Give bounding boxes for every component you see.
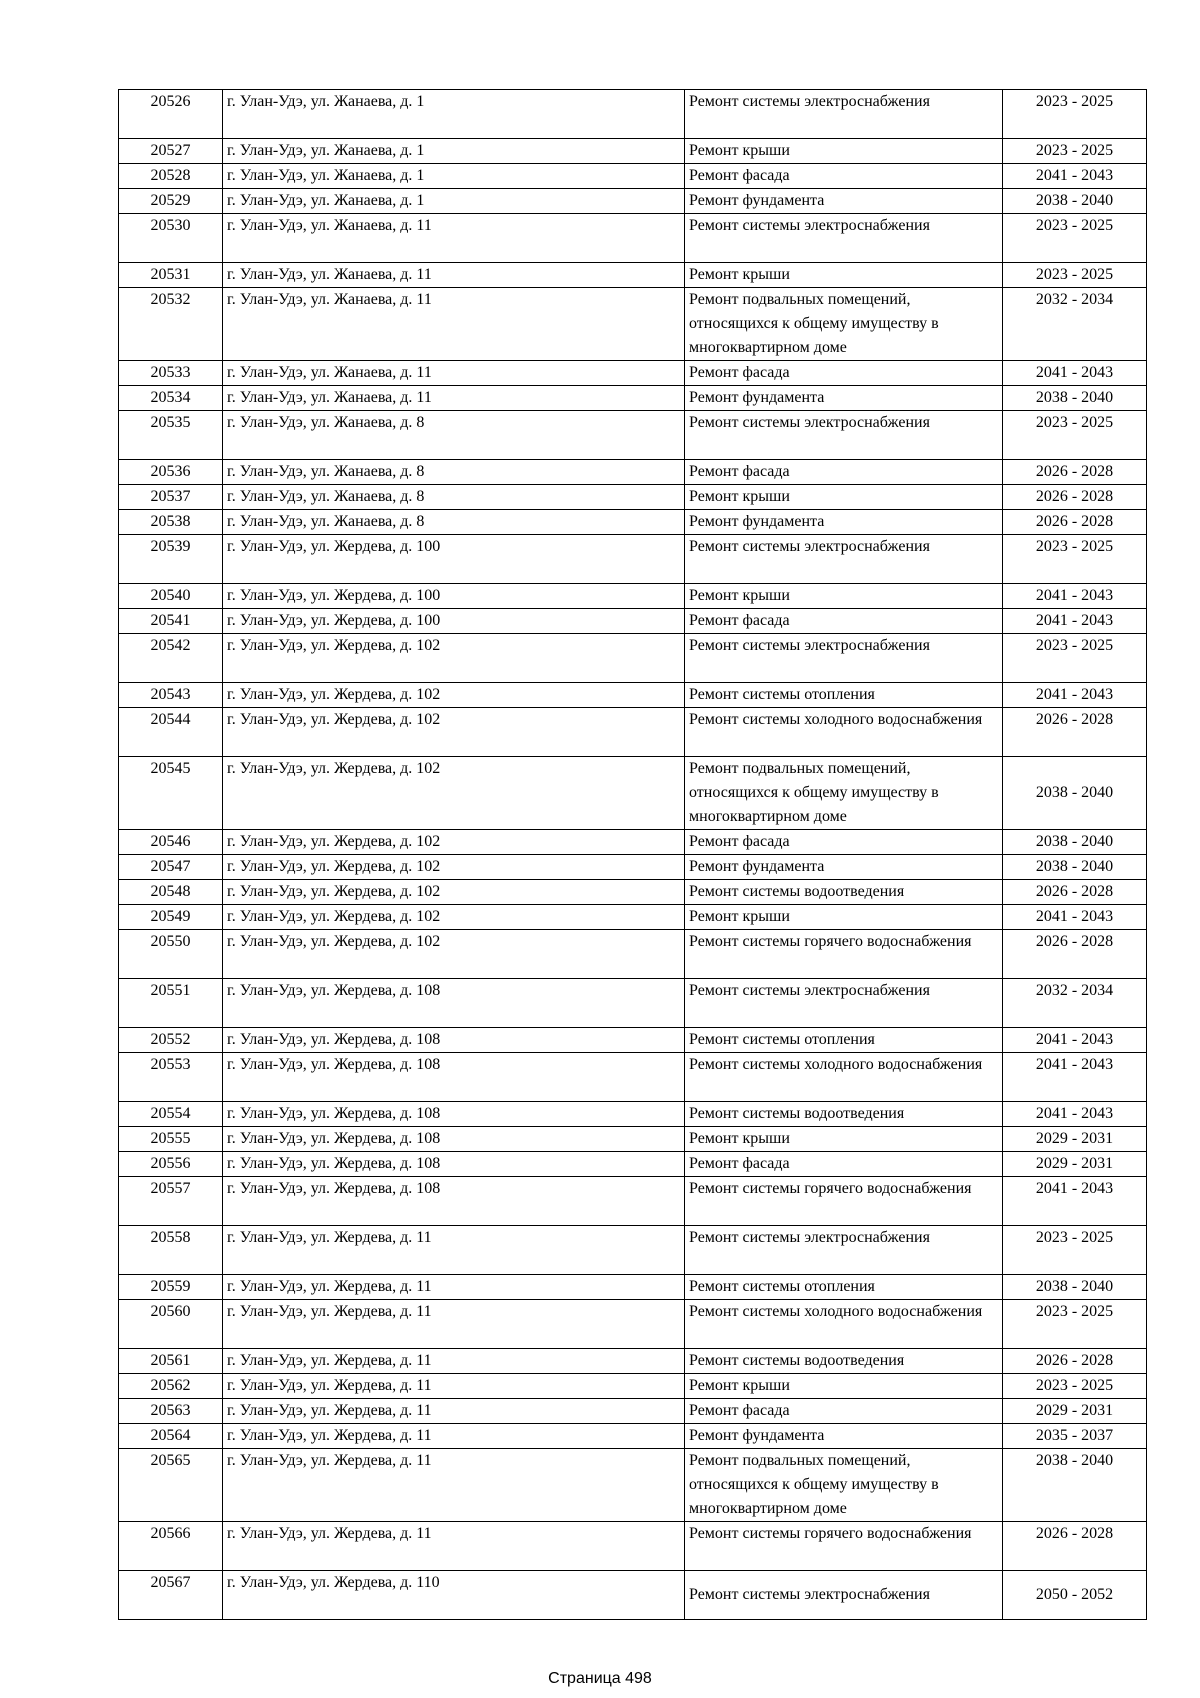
period-cell: 2023 - 2025 bbox=[1003, 1300, 1147, 1349]
address-cell: г. Улан-Удэ, ул. Жанаева, д. 11 bbox=[223, 288, 685, 361]
work-type-cell: Ремонт подвальных помещений, относящихся к общему имуществу в многоквартирном доме bbox=[685, 288, 1003, 361]
period-cell: 2023 - 2025 bbox=[1003, 90, 1147, 139]
table-row bbox=[119, 411, 1147, 460]
row-number-cell: 20545 bbox=[119, 757, 223, 830]
period-cell: 2041 - 2043 bbox=[1003, 1177, 1147, 1226]
period-cell: 2023 - 2025 bbox=[1003, 214, 1147, 263]
row-number-cell: 20562 bbox=[119, 1374, 223, 1399]
row-number-cell: 20551 bbox=[119, 979, 223, 1028]
period-cell: 2041 - 2043 bbox=[1003, 1053, 1147, 1102]
period-cell: 2032 - 2034 bbox=[1003, 979, 1147, 1028]
address-cell: г. Улан-Удэ, ул. Жанаева, д. 1 bbox=[223, 189, 685, 214]
work-type-cell: Ремонт системы электроснабжения bbox=[685, 1226, 1003, 1275]
address-cell: г. Улан-Удэ, ул. Жердева, д. 108 bbox=[223, 979, 685, 1028]
period-cell: 2041 - 2043 bbox=[1003, 361, 1147, 386]
work-type-cell: Ремонт крыши bbox=[685, 1374, 1003, 1399]
period-cell: 2026 - 2028 bbox=[1003, 880, 1147, 905]
work-type-cell: Ремонт фундамента bbox=[685, 189, 1003, 214]
row-number-cell: 20528 bbox=[119, 164, 223, 189]
address-cell: г. Улан-Удэ, ул. Жердева, д. 100 bbox=[223, 609, 685, 634]
address-cell: г. Улан-Удэ, ул. Жердева, д. 11 bbox=[223, 1424, 685, 1449]
table-row bbox=[119, 1177, 1147, 1226]
table-row bbox=[119, 1374, 1147, 1399]
period-cell: 2038 - 2040 bbox=[1003, 189, 1147, 214]
row-number-cell: 20550 bbox=[119, 930, 223, 979]
row-number-cell: 20552 bbox=[119, 1028, 223, 1053]
address-cell: г. Улан-Удэ, ул. Жердева, д. 102 bbox=[223, 880, 685, 905]
period-cell: 2026 - 2028 bbox=[1003, 510, 1147, 535]
table-row bbox=[119, 535, 1147, 584]
period-cell: 2038 - 2040 bbox=[1003, 757, 1147, 830]
period-cell: 2026 - 2028 bbox=[1003, 930, 1147, 979]
period-cell: 2023 - 2025 bbox=[1003, 1226, 1147, 1275]
table-row bbox=[119, 1102, 1147, 1127]
table-row bbox=[119, 979, 1147, 1028]
address-cell: г. Улан-Удэ, ул. Жанаева, д. 1 bbox=[223, 90, 685, 139]
table-row bbox=[119, 361, 1147, 386]
work-type-cell: Ремонт фундамента bbox=[685, 510, 1003, 535]
work-type-cell: Ремонт фасада bbox=[685, 830, 1003, 855]
address-cell: г. Улан-Удэ, ул. Жердева, д. 11 bbox=[223, 1275, 685, 1300]
period-cell: 2029 - 2031 bbox=[1003, 1127, 1147, 1152]
table-row bbox=[119, 1226, 1147, 1275]
work-type-cell: Ремонт системы холодного водоснабжения bbox=[685, 708, 1003, 757]
table-row bbox=[119, 584, 1147, 609]
address-cell: г. Улан-Удэ, ул. Жердева, д. 102 bbox=[223, 855, 685, 880]
row-number-cell: 20566 bbox=[119, 1522, 223, 1571]
address-cell: г. Улан-Удэ, ул. Жанаева, д. 11 bbox=[223, 214, 685, 263]
row-number-cell: 20544 bbox=[119, 708, 223, 757]
table-row bbox=[119, 1028, 1147, 1053]
address-cell: г. Улан-Удэ, ул. Жанаева, д. 11 bbox=[223, 386, 685, 411]
work-type-cell: Ремонт подвальных помещений, относящихся к общему имуществу в многоквартирном доме bbox=[685, 1449, 1003, 1522]
address-cell: г. Улан-Удэ, ул. Жердева, д. 102 bbox=[223, 830, 685, 855]
address-cell: г. Улан-Удэ, ул. Жердева, д. 108 bbox=[223, 1028, 685, 1053]
row-number-cell: 20553 bbox=[119, 1053, 223, 1102]
table-row bbox=[119, 460, 1147, 485]
address-cell: г. Улан-Удэ, ул. Жердева, д. 108 bbox=[223, 1177, 685, 1226]
row-number-cell: 20554 bbox=[119, 1102, 223, 1127]
work-type-cell: Ремонт крыши bbox=[685, 1127, 1003, 1152]
work-type-cell: Ремонт системы отопления bbox=[685, 1028, 1003, 1053]
page-number: Страница 498 bbox=[548, 1670, 652, 1687]
work-type-cell: Ремонт системы горячего водоснабжения bbox=[685, 930, 1003, 979]
period-cell: 2038 - 2040 bbox=[1003, 386, 1147, 411]
period-cell: 2038 - 2040 bbox=[1003, 1275, 1147, 1300]
address-cell: г. Улан-Удэ, ул. Жердева, д. 100 bbox=[223, 584, 685, 609]
table-row bbox=[119, 1349, 1147, 1374]
work-type-cell: Ремонт фасада bbox=[685, 361, 1003, 386]
work-type-cell: Ремонт фундамента bbox=[685, 1424, 1003, 1449]
row-number-cell: 20547 bbox=[119, 855, 223, 880]
address-cell: г. Улан-Удэ, ул. Жердева, д. 100 bbox=[223, 535, 685, 584]
address-cell: г. Улан-Удэ, ул. Жанаева, д. 1 bbox=[223, 164, 685, 189]
period-cell: 2023 - 2025 bbox=[1003, 1374, 1147, 1399]
address-cell: г. Улан-Удэ, ул. Жердева, д. 11 bbox=[223, 1349, 685, 1374]
address-cell: г. Улан-Удэ, ул. Жердева, д. 108 bbox=[223, 1152, 685, 1177]
address-cell: г. Улан-Удэ, ул. Жердева, д. 108 bbox=[223, 1053, 685, 1102]
work-type-cell: Ремонт системы электроснабжения bbox=[685, 90, 1003, 139]
address-cell: г. Улан-Удэ, ул. Жердева, д. 11 bbox=[223, 1449, 685, 1522]
work-type-cell: Ремонт системы холодного водоснабжения bbox=[685, 1300, 1003, 1349]
row-number-cell: 20541 bbox=[119, 609, 223, 634]
period-cell: 2041 - 2043 bbox=[1003, 905, 1147, 930]
row-number-cell: 20549 bbox=[119, 905, 223, 930]
period-cell: 2032 - 2034 bbox=[1003, 288, 1147, 361]
period-cell: 2023 - 2025 bbox=[1003, 263, 1147, 288]
row-number-cell: 20560 bbox=[119, 1300, 223, 1349]
row-number-cell: 20533 bbox=[119, 361, 223, 386]
address-cell: г. Улан-Удэ, ул. Жердева, д. 11 bbox=[223, 1300, 685, 1349]
table-row bbox=[119, 1127, 1147, 1152]
work-type-cell: Ремонт системы электроснабжения bbox=[685, 1571, 1003, 1620]
row-number-cell: 20546 bbox=[119, 830, 223, 855]
row-number-cell: 20542 bbox=[119, 634, 223, 683]
row-number-cell: 20532 bbox=[119, 288, 223, 361]
work-type-cell: Ремонт системы горячего водоснабжения bbox=[685, 1177, 1003, 1226]
work-type-cell: Ремонт фасада bbox=[685, 609, 1003, 634]
row-number-cell: 20558 bbox=[119, 1226, 223, 1275]
table-row bbox=[119, 1275, 1147, 1300]
table-row bbox=[119, 757, 1147, 830]
row-number-cell: 20557 bbox=[119, 1177, 223, 1226]
work-type-cell: Ремонт системы электроснабжения bbox=[685, 979, 1003, 1028]
period-cell: 2041 - 2043 bbox=[1003, 164, 1147, 189]
table-row bbox=[119, 189, 1147, 214]
work-type-cell: Ремонт крыши bbox=[685, 139, 1003, 164]
row-number-cell: 20536 bbox=[119, 460, 223, 485]
work-type-cell: Ремонт системы водоотведения bbox=[685, 1102, 1003, 1127]
work-type-cell: Ремонт фасада bbox=[685, 1399, 1003, 1424]
period-cell: 2029 - 2031 bbox=[1003, 1399, 1147, 1424]
row-number-cell: 20538 bbox=[119, 510, 223, 535]
work-type-cell: Ремонт системы электроснабжения bbox=[685, 214, 1003, 263]
row-number-cell: 20540 bbox=[119, 584, 223, 609]
period-cell: 2023 - 2025 bbox=[1003, 139, 1147, 164]
row-number-cell: 20561 bbox=[119, 1349, 223, 1374]
row-number-cell: 20559 bbox=[119, 1275, 223, 1300]
address-cell: г. Улан-Удэ, ул. Жанаева, д. 8 bbox=[223, 411, 685, 460]
work-type-cell: Ремонт фундамента bbox=[685, 855, 1003, 880]
work-type-cell: Ремонт системы горячего водоснабжения bbox=[685, 1522, 1003, 1571]
row-number-cell: 20564 bbox=[119, 1424, 223, 1449]
work-type-cell: Ремонт системы водоотведения bbox=[685, 880, 1003, 905]
address-cell: г. Улан-Удэ, ул. Жердева, д. 108 bbox=[223, 1102, 685, 1127]
row-number-cell: 20527 bbox=[119, 139, 223, 164]
row-number-cell: 20565 bbox=[119, 1449, 223, 1522]
work-type-cell: Ремонт системы отопления bbox=[685, 1275, 1003, 1300]
work-type-cell: Ремонт системы отопления bbox=[685, 683, 1003, 708]
table-row bbox=[119, 510, 1147, 535]
address-cell: г. Улан-Удэ, ул. Жанаева, д. 8 bbox=[223, 510, 685, 535]
work-type-cell: Ремонт системы водоотведения bbox=[685, 1349, 1003, 1374]
period-cell: 2026 - 2028 bbox=[1003, 460, 1147, 485]
table-row bbox=[119, 485, 1147, 510]
address-cell: г. Улан-Удэ, ул. Жердева, д. 102 bbox=[223, 634, 685, 683]
address-cell: г. Улан-Удэ, ул. Жердева, д. 11 bbox=[223, 1399, 685, 1424]
table-row bbox=[119, 1571, 1147, 1620]
period-cell: 2038 - 2040 bbox=[1003, 1449, 1147, 1522]
work-type-cell: Ремонт крыши bbox=[685, 485, 1003, 510]
address-cell: г. Улан-Удэ, ул. Жердева, д. 102 bbox=[223, 708, 685, 757]
work-type-cell: Ремонт крыши bbox=[685, 905, 1003, 930]
table-row bbox=[119, 830, 1147, 855]
address-cell: г. Улан-Удэ, ул. Жердева, д. 102 bbox=[223, 757, 685, 830]
repair-schedule-table bbox=[118, 89, 1147, 1620]
work-type-cell: Ремонт системы электроснабжения bbox=[685, 535, 1003, 584]
period-cell: 2026 - 2028 bbox=[1003, 1522, 1147, 1571]
table-row bbox=[119, 855, 1147, 880]
row-number-cell: 20556 bbox=[119, 1152, 223, 1177]
work-type-cell: Ремонт системы электроснабжения bbox=[685, 411, 1003, 460]
period-cell: 2038 - 2040 bbox=[1003, 855, 1147, 880]
table-row bbox=[119, 1522, 1147, 1571]
row-number-cell: 20563 bbox=[119, 1399, 223, 1424]
row-number-cell: 20555 bbox=[119, 1127, 223, 1152]
address-cell: г. Улан-Удэ, ул. Жердева, д. 108 bbox=[223, 1127, 685, 1152]
period-cell: 2035 - 2037 bbox=[1003, 1424, 1147, 1449]
work-type-cell: Ремонт фасада bbox=[685, 1152, 1003, 1177]
row-number-cell: 20537 bbox=[119, 485, 223, 510]
address-cell: г. Улан-Удэ, ул. Жердева, д. 11 bbox=[223, 1522, 685, 1571]
period-cell: 2041 - 2043 bbox=[1003, 683, 1147, 708]
table-row bbox=[119, 1399, 1147, 1424]
period-cell: 2023 - 2025 bbox=[1003, 535, 1147, 584]
table-row bbox=[119, 708, 1147, 757]
period-cell: 2041 - 2043 bbox=[1003, 584, 1147, 609]
table-row bbox=[119, 634, 1147, 683]
table-row bbox=[119, 164, 1147, 189]
row-number-cell: 20530 bbox=[119, 214, 223, 263]
address-cell: г. Улан-Удэ, ул. Жанаева, д. 8 bbox=[223, 485, 685, 510]
table-row bbox=[119, 1053, 1147, 1102]
period-cell: 2041 - 2043 bbox=[1003, 609, 1147, 634]
address-cell: г. Улан-Удэ, ул. Жердева, д. 102 bbox=[223, 683, 685, 708]
table-row bbox=[119, 683, 1147, 708]
period-cell: 2026 - 2028 bbox=[1003, 708, 1147, 757]
work-type-cell: Ремонт подвальных помещений, относящихся к общему имуществу в многоквартирном доме bbox=[685, 757, 1003, 830]
address-cell: г. Улан-Удэ, ул. Жердева, д. 102 bbox=[223, 905, 685, 930]
table-row bbox=[119, 880, 1147, 905]
address-cell: г. Улан-Удэ, ул. Жанаева, д. 8 bbox=[223, 460, 685, 485]
period-cell: 2041 - 2043 bbox=[1003, 1102, 1147, 1127]
row-number-cell: 20567 bbox=[119, 1571, 223, 1620]
address-cell: г. Улан-Удэ, ул. Жанаева, д. 11 bbox=[223, 361, 685, 386]
row-number-cell: 20543 bbox=[119, 683, 223, 708]
address-cell: г. Улан-Удэ, ул. Жанаева, д. 1 bbox=[223, 139, 685, 164]
period-cell: 2023 - 2025 bbox=[1003, 634, 1147, 683]
work-type-cell: Ремонт фундамента bbox=[685, 386, 1003, 411]
address-cell: г. Улан-Удэ, ул. Жердева, д. 11 bbox=[223, 1374, 685, 1399]
table-row bbox=[119, 90, 1147, 139]
work-type-cell: Ремонт системы электроснабжения bbox=[685, 634, 1003, 683]
row-number-cell: 20548 bbox=[119, 880, 223, 905]
table-row bbox=[119, 905, 1147, 930]
table-row bbox=[119, 214, 1147, 263]
table-body bbox=[119, 90, 1147, 1620]
period-cell: 2038 - 2040 bbox=[1003, 830, 1147, 855]
row-number-cell: 20529 bbox=[119, 189, 223, 214]
row-number-cell: 20535 bbox=[119, 411, 223, 460]
table-row bbox=[119, 263, 1147, 288]
table-row bbox=[119, 1449, 1147, 1522]
period-cell: 2050 - 2052 bbox=[1003, 1571, 1147, 1620]
address-cell: г. Улан-Удэ, ул. Жердева, д. 102 bbox=[223, 930, 685, 979]
table-row bbox=[119, 386, 1147, 411]
work-type-cell: Ремонт фасада bbox=[685, 460, 1003, 485]
table-row bbox=[119, 1152, 1147, 1177]
table-row bbox=[119, 139, 1147, 164]
row-number-cell: 20526 bbox=[119, 90, 223, 139]
row-number-cell: 20539 bbox=[119, 535, 223, 584]
period-cell: 2026 - 2028 bbox=[1003, 1349, 1147, 1374]
work-type-cell: Ремонт крыши bbox=[685, 263, 1003, 288]
period-cell: 2023 - 2025 bbox=[1003, 411, 1147, 460]
table-row bbox=[119, 930, 1147, 979]
address-cell: г. Улан-Удэ, ул. Жердева, д. 110 bbox=[223, 1571, 685, 1620]
period-cell: 2041 - 2043 bbox=[1003, 1028, 1147, 1053]
table-row bbox=[119, 1424, 1147, 1449]
table-row bbox=[119, 609, 1147, 634]
address-cell: г. Улан-Удэ, ул. Жердева, д. 11 bbox=[223, 1226, 685, 1275]
work-type-cell: Ремонт крыши bbox=[685, 584, 1003, 609]
work-type-cell: Ремонт фасада bbox=[685, 164, 1003, 189]
address-cell: г. Улан-Удэ, ул. Жанаева, д. 11 bbox=[223, 263, 685, 288]
table-row bbox=[119, 288, 1147, 361]
work-type-cell: Ремонт системы холодного водоснабжения bbox=[685, 1053, 1003, 1102]
row-number-cell: 20534 bbox=[119, 386, 223, 411]
period-cell: 2026 - 2028 bbox=[1003, 485, 1147, 510]
table-row bbox=[119, 1300, 1147, 1349]
period-cell: 2029 - 2031 bbox=[1003, 1152, 1147, 1177]
row-number-cell: 20531 bbox=[119, 263, 223, 288]
